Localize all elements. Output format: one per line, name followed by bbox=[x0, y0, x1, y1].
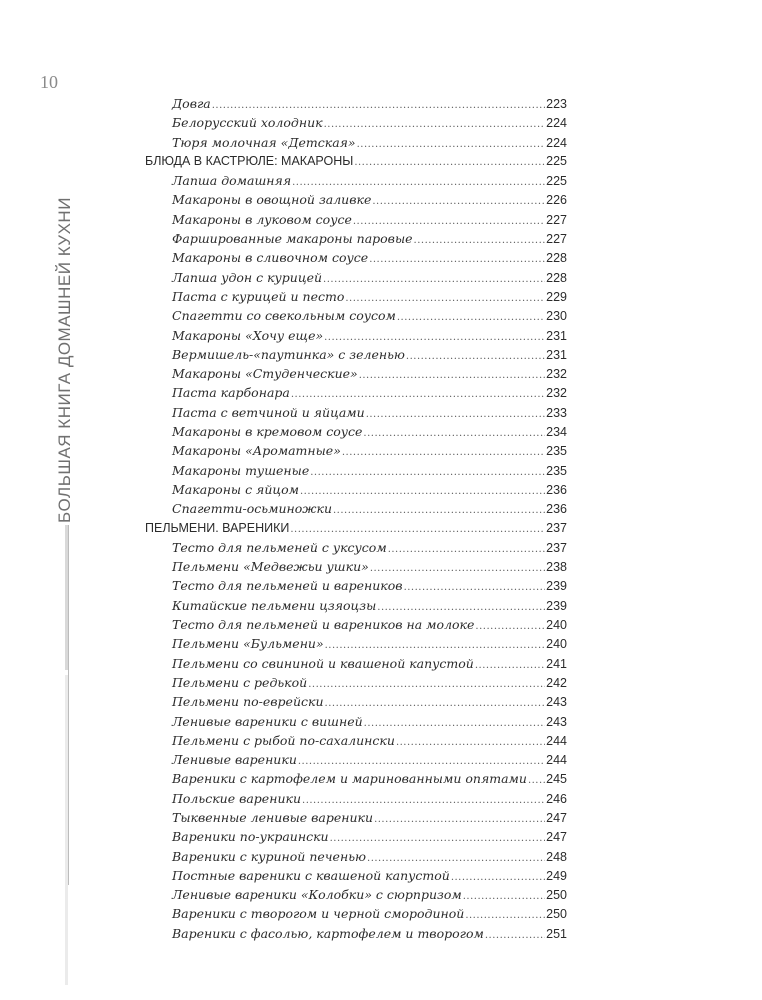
toc-page-number: 232 bbox=[546, 386, 567, 401]
toc-dot-leader bbox=[388, 540, 545, 557]
toc-page-number: 236 bbox=[546, 502, 567, 517]
toc-entry bbox=[145, 480, 567, 499]
toc-dot-leader bbox=[370, 559, 545, 576]
toc-dot-leader bbox=[212, 96, 545, 113]
toc-page-number: 247 bbox=[546, 830, 567, 845]
toc-dot-leader bbox=[396, 733, 545, 750]
toc-entry-title: Тесто для пельменей и вареников bbox=[172, 578, 403, 594]
toc-dot-leader bbox=[310, 463, 545, 480]
toc-entry bbox=[145, 287, 567, 306]
toc-entry-title: Вермишель-«паутинка» с зеленью bbox=[172, 346, 405, 362]
toc-page-number: 250 bbox=[546, 888, 567, 903]
toc-page-number: 226 bbox=[546, 193, 567, 208]
toc-entry-title: Лапша удон с курицей bbox=[172, 269, 323, 285]
toc-entry-title: Макароны в овощной заливке bbox=[172, 192, 372, 208]
toc-entry bbox=[145, 538, 567, 557]
toc-dot-leader bbox=[298, 752, 545, 769]
toc-dot-leader bbox=[333, 501, 545, 518]
toc-entry-title: Тесто для пельменей и вареников на молоке bbox=[172, 617, 475, 633]
toc-dot-leader bbox=[366, 405, 545, 422]
toc-page-number: 240 bbox=[546, 637, 567, 652]
toc-entry bbox=[145, 113, 567, 132]
toc-entry bbox=[145, 885, 567, 904]
toc-dot-leader bbox=[377, 598, 545, 615]
toc-entry bbox=[145, 190, 567, 209]
toc-entry bbox=[145, 383, 567, 402]
toc-entry-title: Ленивые вареники bbox=[172, 752, 297, 768]
toc-page-number: 234 bbox=[546, 425, 567, 440]
toc-entry-title: Спагетти со свекольным соусом bbox=[172, 308, 396, 324]
toc-dot-leader bbox=[406, 347, 545, 364]
toc-page-number: 228 bbox=[546, 270, 567, 285]
toc-dot-leader bbox=[357, 135, 546, 152]
toc-entry-title: Спагетти-осьминожки bbox=[172, 501, 332, 517]
toc-dot-leader bbox=[324, 328, 545, 345]
toc-entry-title: Вареники по-украински bbox=[172, 829, 329, 845]
toc-dot-leader bbox=[363, 424, 545, 441]
toc-dot-leader bbox=[475, 656, 545, 673]
toc-page-number: 236 bbox=[546, 482, 567, 497]
toc-entry bbox=[145, 268, 567, 287]
toc-dot-leader bbox=[367, 849, 545, 866]
toc-entry bbox=[145, 673, 567, 692]
toc-dot-leader bbox=[374, 810, 545, 827]
toc-entry-title: Тесто для пельменей с уксусом bbox=[172, 539, 387, 555]
toc-entry-title: Паста карбонара bbox=[172, 385, 290, 401]
toc-dot-leader bbox=[325, 694, 546, 711]
toc-entry bbox=[145, 789, 567, 808]
toc-entry-title: Макароны в кремовом соусе bbox=[172, 424, 363, 440]
toc-entry-title: Фаршированные макароны паровые bbox=[172, 231, 413, 247]
toc-entry bbox=[145, 364, 567, 383]
toc-dot-leader bbox=[330, 829, 546, 846]
toc-page-number: 247 bbox=[546, 810, 567, 825]
toc-entry-title: Ленивые вареники с вишней bbox=[172, 713, 363, 729]
toc-page-number: 233 bbox=[546, 405, 567, 420]
toc-page-number: 243 bbox=[546, 714, 567, 729]
toc-page-number: 243 bbox=[546, 695, 567, 710]
toc-entry bbox=[145, 557, 567, 576]
toc-entry bbox=[145, 422, 567, 441]
toc-dot-leader bbox=[465, 906, 545, 923]
toc-dot-leader bbox=[397, 308, 545, 325]
toc-dot-leader bbox=[364, 714, 545, 731]
toc-entry-title: Вареники с фасолью, картофелем и творогом bbox=[172, 925, 484, 941]
toc-dot-leader bbox=[354, 153, 545, 171]
toc-dot-leader bbox=[292, 173, 545, 190]
toc-section-entry bbox=[145, 152, 567, 171]
toc-dot-leader bbox=[463, 887, 545, 904]
book-title-text: БОЛЬШАЯ КНИГА ДОМАШНЕЙ КУХНИ bbox=[55, 197, 74, 523]
toc-entry-title: Пельмени «Медвежьи ушки» bbox=[172, 559, 369, 575]
toc-page-number: 227 bbox=[546, 232, 567, 247]
toc-entry-title: Тюря молочная «Детская» bbox=[172, 134, 356, 150]
toc-dot-leader bbox=[528, 771, 545, 788]
toc-page-number: 232 bbox=[546, 367, 567, 382]
toc-dot-leader bbox=[291, 385, 545, 402]
toc-page-number: 240 bbox=[546, 618, 567, 633]
toc-entry-title: Лапша домашняя bbox=[172, 173, 292, 189]
toc-entry bbox=[145, 847, 567, 866]
toc-page-number: 231 bbox=[546, 328, 567, 343]
toc-entry bbox=[145, 345, 567, 364]
toc-page-number: 246 bbox=[546, 791, 567, 806]
toc-page-number: 244 bbox=[546, 753, 567, 768]
toc-entry-title: Ленивые вареники «Колобки» с сюрпризом bbox=[172, 887, 462, 903]
toc-entry-title: Вареники с куриной печенью bbox=[172, 848, 367, 864]
margin-rule-dark bbox=[68, 525, 69, 885]
toc-page-number: 242 bbox=[546, 675, 567, 690]
toc-entry-title: Пельмени с рыбой по-сахалински bbox=[172, 732, 395, 748]
toc-entry-title: Паста с курицей и песто bbox=[172, 288, 345, 304]
toc-page-number: 231 bbox=[546, 347, 567, 362]
toc-dot-leader bbox=[324, 115, 546, 132]
toc-dot-leader bbox=[372, 192, 545, 209]
toc-entry bbox=[145, 692, 567, 711]
toc-dot-leader bbox=[404, 578, 546, 595]
toc-page-number: 245 bbox=[546, 772, 567, 787]
toc-entry bbox=[145, 94, 567, 113]
toc-entry bbox=[145, 461, 567, 480]
toc-entry-title: Пельмени со свининой и квашеной капустой bbox=[172, 655, 474, 671]
toc-dot-leader bbox=[290, 520, 545, 538]
toc-entry-title: Пельмени «Бульмени» bbox=[172, 636, 324, 652]
toc-page-number: 227 bbox=[546, 212, 567, 227]
toc-dot-leader bbox=[414, 231, 546, 248]
toc-page-number: 225 bbox=[546, 174, 567, 189]
toc-entry bbox=[145, 924, 567, 943]
toc-entry-title: Макароны тушеные bbox=[172, 462, 310, 478]
toc-dot-leader bbox=[302, 791, 545, 808]
toc-entry bbox=[145, 229, 567, 248]
toc-page-number: 250 bbox=[546, 907, 567, 922]
toc-entry-title: Макароны в луковом соусе bbox=[172, 211, 352, 227]
toc-page-number: 235 bbox=[546, 444, 567, 459]
toc-entry bbox=[145, 596, 567, 615]
toc-entry bbox=[145, 171, 567, 190]
toc-dot-leader bbox=[308, 675, 545, 692]
toc-dot-leader bbox=[323, 270, 545, 287]
toc-page-number: 224 bbox=[546, 116, 567, 131]
table-of-contents bbox=[145, 94, 567, 943]
toc-entry-title: Паста с ветчиной и яйцами bbox=[172, 404, 365, 420]
toc-dot-leader bbox=[369, 250, 545, 267]
toc-page-number: 235 bbox=[546, 463, 567, 478]
toc-entry bbox=[145, 634, 567, 653]
toc-entry-title: БЛЮДА В КАСТРЮЛЕ: МАКАРОНЫ bbox=[145, 153, 354, 168]
toc-entry bbox=[145, 808, 567, 827]
toc-entry-title: Довга bbox=[172, 96, 211, 111]
toc-page-number: 237 bbox=[546, 540, 567, 555]
toc-entry-title: Вареники с творогом и черной смородиной bbox=[172, 906, 465, 922]
toc-entry bbox=[145, 712, 567, 731]
running-book-title bbox=[54, 197, 76, 523]
toc-entry-title: Польские вареники bbox=[172, 790, 302, 806]
toc-entry bbox=[145, 403, 567, 422]
toc-page-number: 238 bbox=[546, 560, 567, 575]
toc-entry bbox=[145, 441, 567, 460]
toc-dot-leader bbox=[485, 926, 545, 943]
toc-entry-title: Макароны «Студенческие» bbox=[172, 366, 358, 382]
toc-page-number: 239 bbox=[546, 579, 567, 594]
toc-page-number: 224 bbox=[546, 135, 567, 150]
toc-entry-title: Макароны в сливочном соусе bbox=[172, 250, 369, 266]
toc-entry-title: Макароны «Ароматные» bbox=[172, 443, 341, 459]
toc-page-number: 225 bbox=[546, 153, 567, 168]
toc-page-number: 248 bbox=[546, 849, 567, 864]
toc-entry-title: Пельмени по-еврейски bbox=[172, 694, 324, 710]
toc-entry bbox=[145, 731, 567, 750]
toc-page-number: 244 bbox=[546, 733, 567, 748]
toc-entry-title: Китайские пельмени цзяоцзы bbox=[172, 597, 377, 613]
toc-entry bbox=[145, 654, 567, 673]
toc-entry bbox=[145, 248, 567, 267]
toc-page-number: 228 bbox=[546, 251, 567, 266]
toc-entry bbox=[145, 769, 567, 788]
toc-dot-leader bbox=[300, 482, 545, 499]
toc-page-number: 241 bbox=[546, 656, 567, 671]
toc-entry bbox=[145, 210, 567, 229]
page-number: 10 bbox=[40, 72, 58, 92]
toc-entry bbox=[145, 576, 567, 595]
toc-entry-title: ПЕЛЬМЕНИ. ВАРЕНИКИ bbox=[145, 520, 290, 535]
toc-page-number: 229 bbox=[546, 289, 567, 304]
toc-page-number: 237 bbox=[546, 520, 567, 535]
toc-dot-leader bbox=[451, 868, 545, 885]
toc-entry bbox=[145, 827, 567, 846]
toc-entry-title: Вареники с картофелем и маринованными опятами bbox=[172, 771, 527, 787]
toc-entry-title: Макароны «Хочу еще» bbox=[172, 327, 324, 343]
toc-section-entry bbox=[145, 519, 567, 538]
toc-entry-title: Макароны с яйцом bbox=[172, 481, 299, 497]
toc-page-number: 230 bbox=[546, 309, 567, 324]
toc-page-number: 251 bbox=[546, 926, 567, 941]
toc-entry bbox=[145, 866, 567, 885]
toc-page-number: 223 bbox=[546, 97, 567, 111]
toc-entry bbox=[145, 615, 567, 634]
toc-dot-leader bbox=[359, 366, 545, 383]
toc-entry bbox=[145, 904, 567, 923]
toc-dot-leader bbox=[342, 443, 545, 460]
toc-dot-leader bbox=[345, 289, 545, 306]
toc-dot-leader bbox=[353, 212, 545, 229]
toc-page-number: 249 bbox=[546, 868, 567, 883]
toc-entry bbox=[145, 750, 567, 769]
toc-entry-title: Белорусский холодник bbox=[172, 115, 323, 131]
toc-entry-title: Пельмени с редькой bbox=[172, 674, 308, 690]
toc-entry bbox=[145, 133, 567, 152]
toc-entry bbox=[145, 306, 567, 325]
toc-entry-title: Тыквенные ленивые вареники bbox=[172, 809, 374, 825]
toc-page-number: 239 bbox=[546, 598, 567, 613]
toc-dot-leader bbox=[325, 636, 546, 653]
toc-dot-leader bbox=[475, 617, 545, 634]
toc-entry bbox=[145, 326, 567, 345]
toc-entry-title: Постные вареники с квашеной капустой bbox=[172, 867, 450, 883]
toc-entry bbox=[145, 499, 567, 518]
